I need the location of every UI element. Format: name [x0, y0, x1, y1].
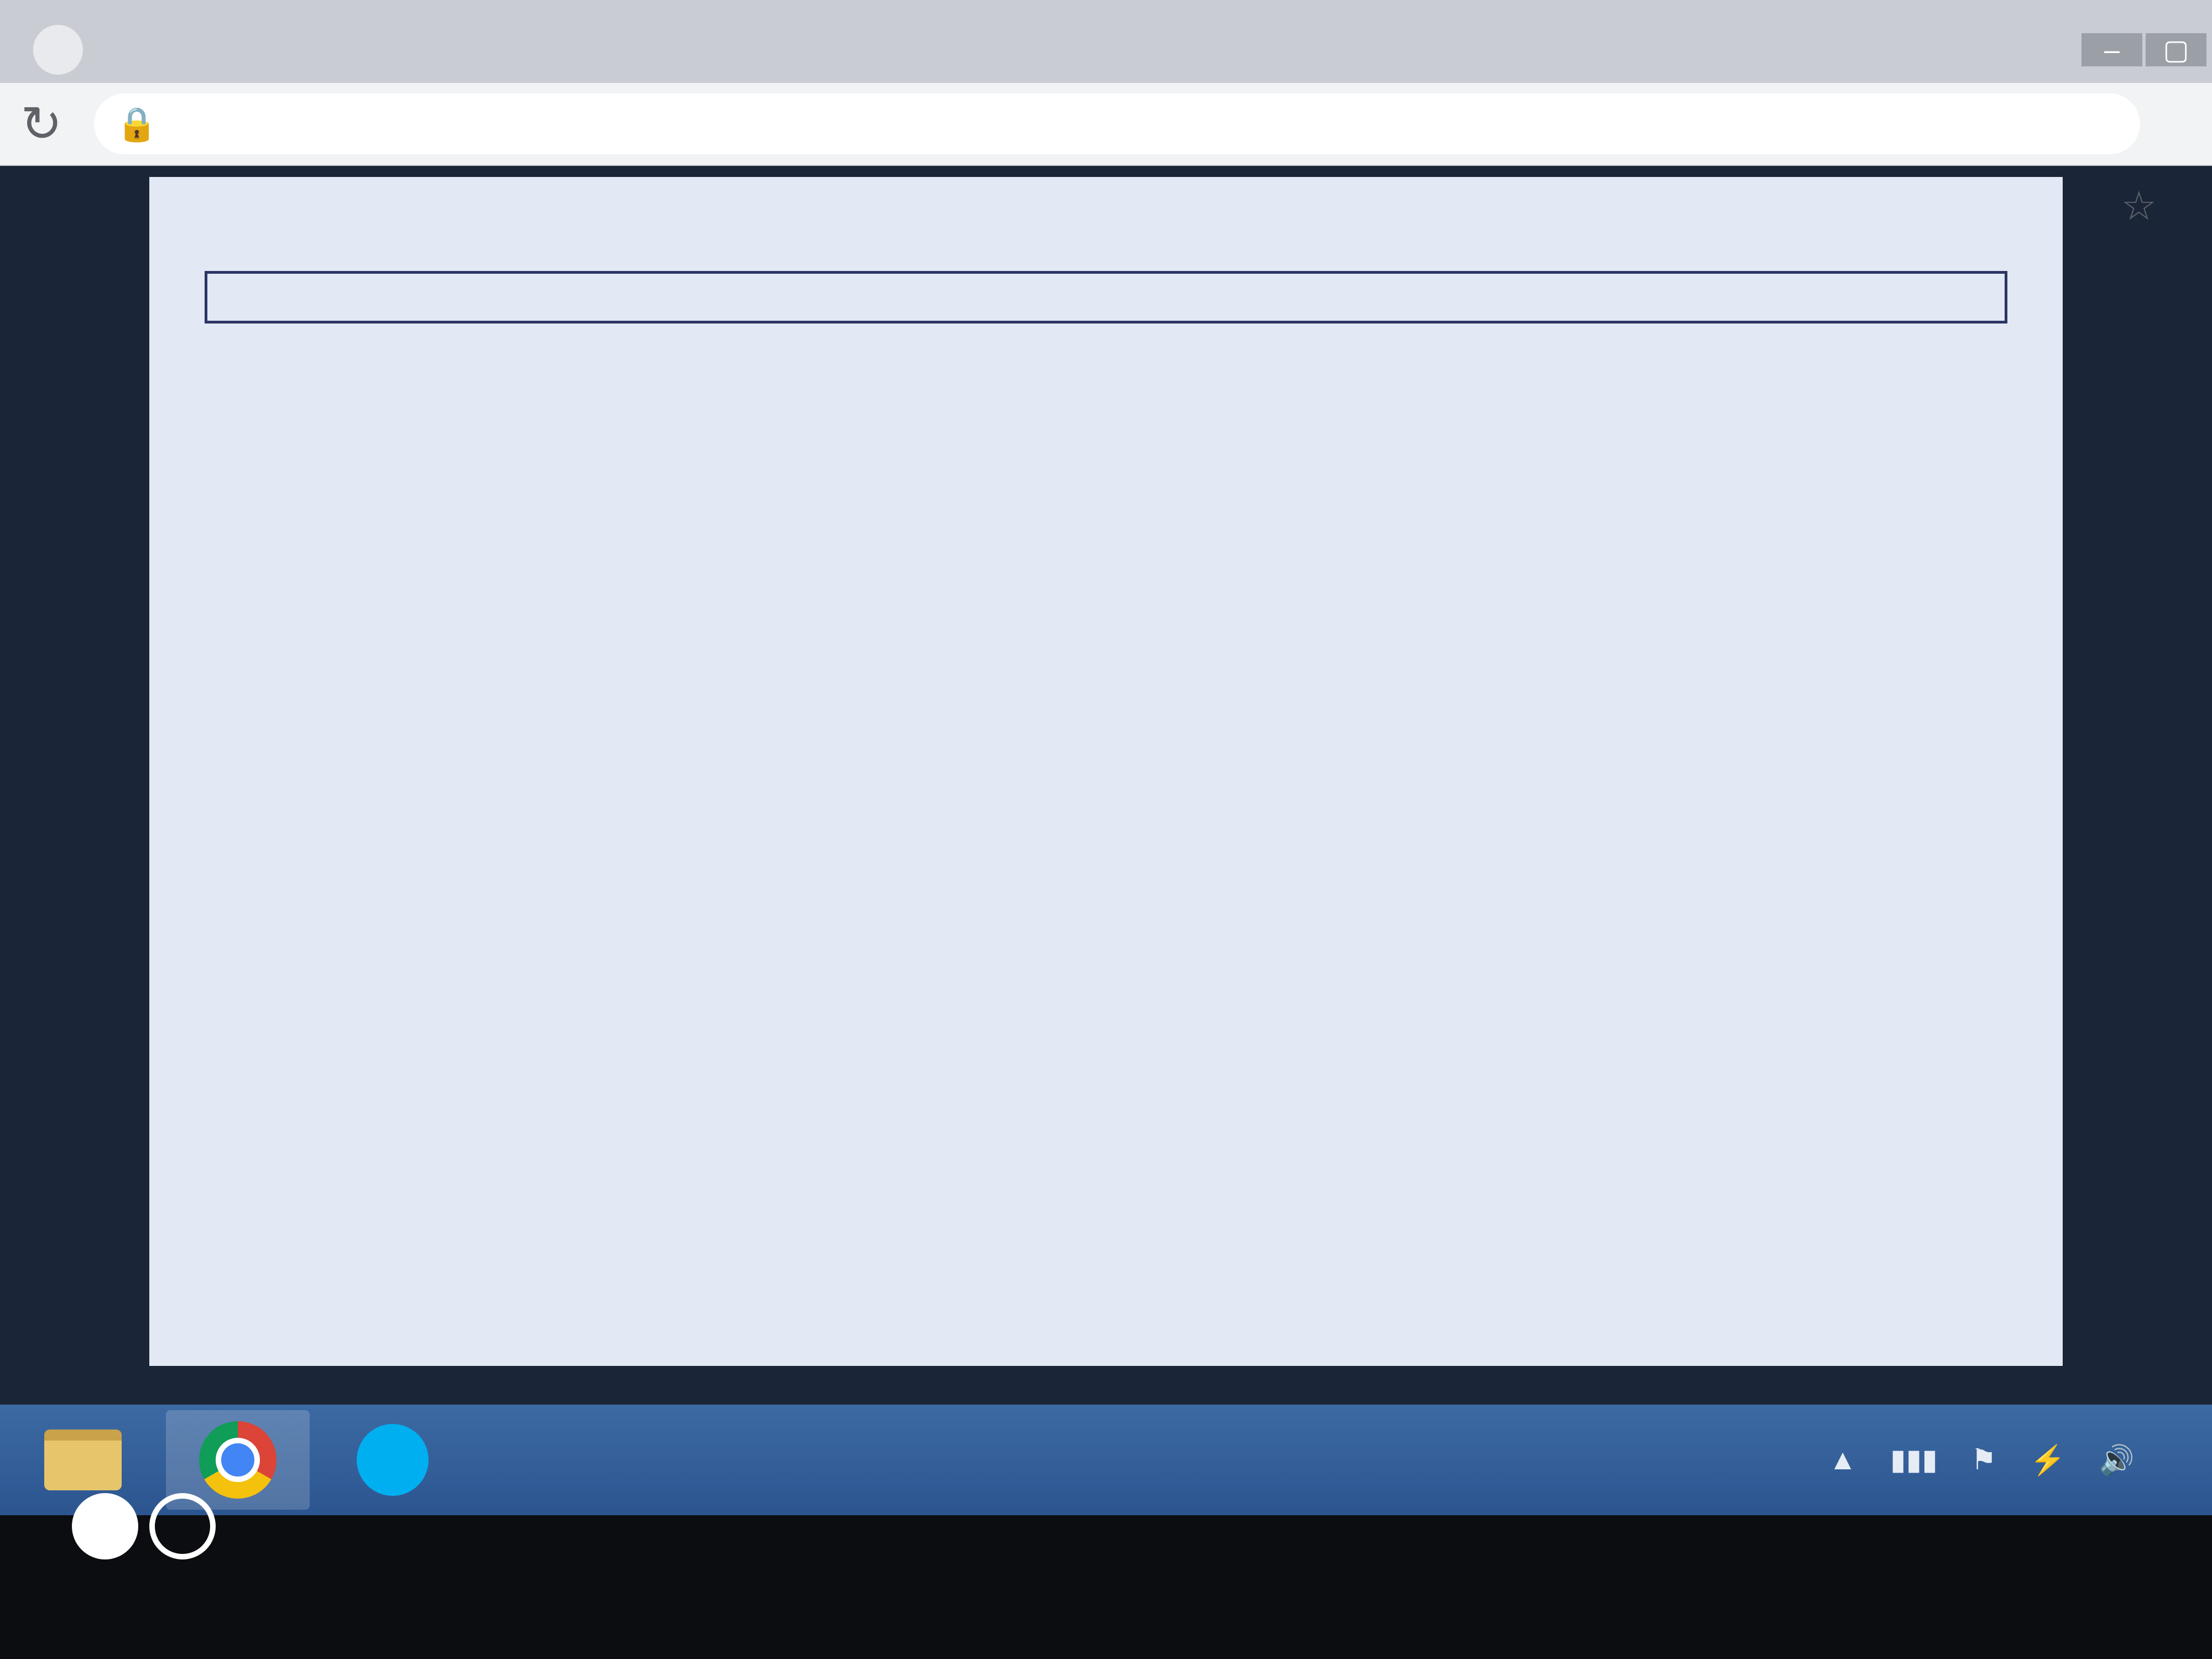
power-icon[interactable]: ⚡: [2030, 1444, 2066, 1477]
reload-icon[interactable]: ↻: [20, 96, 62, 152]
address-bar[interactable]: [94, 93, 2140, 154]
table-caption: [206, 273, 2006, 322]
maximize-button[interactable]: ▢: [2146, 33, 2206, 66]
skype-icon: [357, 1424, 429, 1496]
browser-toolbar: [0, 83, 2212, 166]
system-tray: [1762, 1443, 2212, 1477]
chrome-icon: [199, 1421, 276, 1499]
skype-taskbar-button[interactable]: [321, 1410, 465, 1510]
window-controls: [2078, 17, 2212, 83]
volume-icon[interactable]: 🔊: [2099, 1444, 2135, 1477]
page-viewport: [0, 166, 2212, 1405]
watermark-ring-icon: [149, 1493, 216, 1559]
new-tab-button[interactable]: [33, 25, 83, 75]
laptop-bezel: [0, 1515, 2212, 1659]
tab-strip: [0, 0, 2212, 83]
taskbar: [0, 1405, 2212, 1515]
camera-watermark: [72, 1493, 260, 1559]
goals-table: [205, 271, 2007, 324]
signal-icon[interactable]: ▮▮▮: [1890, 1444, 1938, 1476]
minimize-button[interactable]: –: [2081, 33, 2142, 66]
tray-expand-icon[interactable]: ▲: [1828, 1444, 1858, 1476]
bookmark-star-icon[interactable]: ☆: [2121, 184, 2157, 228]
flag-icon[interactable]: ⚑: [1970, 1444, 1997, 1476]
watermark-dot-icon: [72, 1493, 138, 1559]
document-image: [149, 177, 2063, 1366]
lock-icon[interactable]: 🔒: [116, 105, 158, 143]
folder-icon: [44, 1430, 122, 1490]
